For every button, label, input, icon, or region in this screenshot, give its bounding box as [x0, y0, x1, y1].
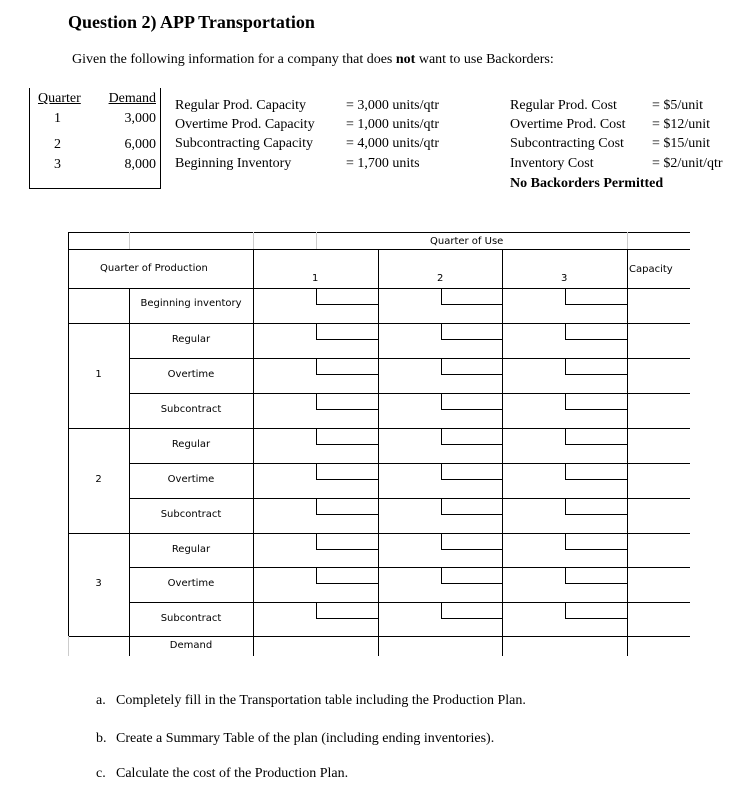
demand-value: 3,000 — [124, 111, 156, 126]
question-letter: b. — [96, 731, 107, 746]
demand-quarter: 1 — [54, 111, 61, 126]
demand-row-label: Demand — [169, 640, 213, 651]
source-label: Regular — [171, 544, 211, 555]
capacity-label: Subcontracting Capacity — [175, 136, 314, 151]
grid-line-v — [627, 249, 628, 656]
grid-line-v — [316, 232, 317, 249]
grid-line-v — [627, 232, 628, 249]
cost-value: = $12/unit — [652, 117, 711, 132]
source-label: Subcontract — [160, 404, 222, 415]
grid-line-v — [502, 249, 503, 656]
unit-cost-box — [565, 428, 627, 445]
unit-cost-box — [441, 323, 502, 340]
grid-line-v — [253, 249, 254, 656]
question-text: Completely fill in the Transportation table including the Production Plan. — [116, 693, 526, 708]
cost-label: Overtime Prod. Cost — [510, 117, 626, 132]
capacity-label: Regular Prod. Capacity — [175, 98, 307, 113]
demand-value: 6,000 — [124, 137, 156, 152]
question-letter: a. — [96, 693, 106, 708]
production-quarter-label: 2 — [95, 473, 102, 485]
unit-cost-box — [316, 567, 378, 584]
unit-cost-box — [565, 463, 627, 480]
unit-cost-box — [441, 358, 502, 375]
demand-table — [29, 88, 161, 189]
demand-header-quarter: Quarter — [38, 91, 81, 106]
question-text: Calculate the cost of the Production Plan. — [116, 766, 349, 781]
intro-after: want to use Backorders: — [415, 52, 554, 67]
use-quarter-label: 2 — [437, 273, 444, 284]
grid-line-v — [378, 249, 379, 656]
cost-value: = $2/unit/qtr — [652, 156, 723, 171]
cost-label: Subcontracting Cost — [510, 136, 624, 151]
unit-cost-box — [316, 533, 378, 550]
production-quarter-label: 3 — [95, 577, 102, 589]
source-label: Overtime — [167, 578, 215, 589]
demand-quarter: 2 — [54, 137, 61, 152]
production-quarter-label: 1 — [95, 368, 102, 380]
unit-cost-box — [316, 602, 378, 619]
capacity-value: = 3,000 units/qtr — [346, 98, 440, 113]
source-label: Overtime — [167, 474, 215, 485]
demand-header-demand: Demand — [108, 91, 156, 106]
unit-cost-box — [565, 323, 627, 340]
unit-cost-box — [441, 428, 502, 445]
use-quarter-label: 1 — [312, 273, 319, 284]
capacity-value: = 1,000 units/qtr — [346, 117, 440, 132]
question-text: Create a Summary Table of the plan (including ending inventories). — [116, 731, 495, 746]
unit-cost-box — [316, 323, 378, 340]
no-backorders-note: No Backorders Permitted — [510, 176, 664, 191]
unit-cost-box — [316, 288, 378, 305]
capacity-value: = 1,700 units — [346, 156, 420, 171]
source-label: Overtime — [167, 369, 215, 380]
beginning-inventory-label: Beginning inventory — [140, 298, 242, 309]
cost-label: Regular Prod. Cost — [510, 98, 617, 113]
grid-line-v — [253, 232, 254, 249]
unit-cost-box — [316, 428, 378, 445]
unit-cost-box — [441, 498, 502, 515]
unit-cost-box — [441, 393, 502, 410]
unit-cost-box — [565, 358, 627, 375]
capacity-label: Beginning Inventory — [175, 156, 292, 171]
source-label: Subcontract — [160, 509, 222, 520]
unit-cost-box — [316, 463, 378, 480]
intro-text — [72, 52, 554, 68]
grid-line-h — [68, 249, 690, 250]
unit-cost-box — [565, 602, 627, 619]
intro-bold: not — [395, 52, 416, 67]
capacity-header: Capacity — [629, 264, 673, 275]
unit-cost-box — [565, 393, 627, 410]
capacity-label: Overtime Prod. Capacity — [175, 117, 315, 132]
grid-line-v — [68, 232, 69, 636]
use-quarter-label: 3 — [561, 273, 568, 284]
quarter-of-use-header: Quarter of Use — [430, 236, 504, 247]
cost-value: = $5/unit — [652, 98, 704, 113]
grid-line-v — [68, 636, 69, 656]
unit-cost-box — [565, 288, 627, 305]
question-title: Question 2) APP Transportation — [68, 12, 315, 32]
demand-value: 8,000 — [124, 157, 156, 172]
source-label: Regular — [171, 334, 211, 345]
unit-cost-box — [316, 358, 378, 375]
unit-cost-box — [316, 498, 378, 515]
unit-cost-box — [441, 533, 502, 550]
source-label: Subcontract — [160, 613, 222, 624]
unit-cost-box — [441, 567, 502, 584]
intro-before: Given the following information for a company that does — [72, 52, 396, 67]
unit-cost-box — [565, 498, 627, 515]
unit-cost-box — [441, 602, 502, 619]
grid-line-h — [68, 636, 690, 637]
unit-cost-box — [441, 463, 502, 480]
capacity-value: = 4,000 units/qtr — [346, 136, 440, 151]
cost-label: Inventory Cost — [510, 156, 594, 171]
grid-line-h — [68, 232, 690, 233]
unit-cost-box — [565, 567, 627, 584]
question-letter: c. — [96, 766, 106, 781]
unit-cost-box — [316, 393, 378, 410]
demand-quarter: 3 — [54, 157, 61, 172]
grid-line-v — [129, 232, 130, 249]
cost-value: = $15/unit — [652, 136, 711, 151]
quarter-of-production-header: Quarter of Production — [100, 263, 208, 274]
unit-cost-box — [565, 533, 627, 550]
unit-cost-box — [441, 288, 502, 305]
source-label: Regular — [171, 439, 211, 450]
